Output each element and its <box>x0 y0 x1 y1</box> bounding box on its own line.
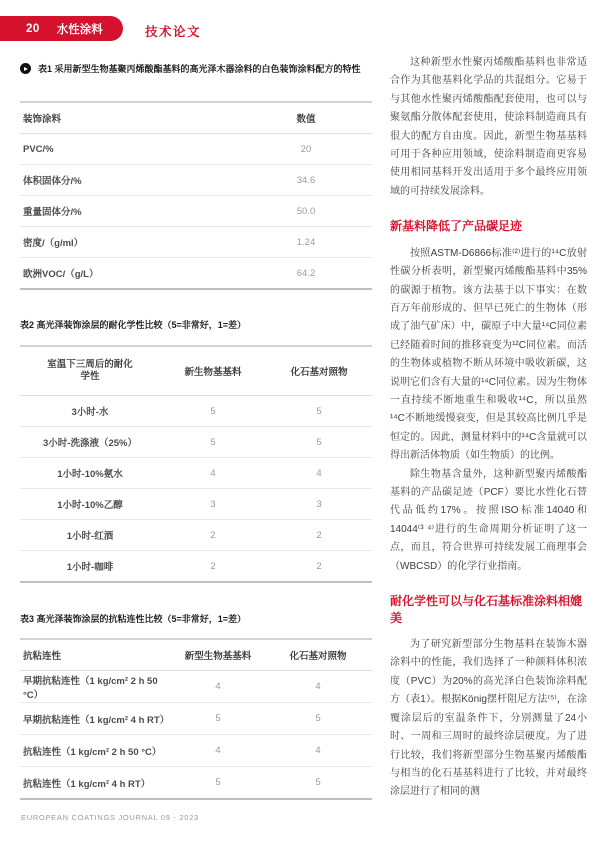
page-number: 20 <box>26 22 40 35</box>
cell-label: 1小时-红酒 <box>66 531 114 542</box>
cell-value: 2 <box>316 560 322 572</box>
section-badge-label: 水性涂料 <box>56 23 103 36</box>
cell-value: 3 <box>210 498 216 510</box>
cell-label: 早期抗粘连性（1 kg/cm² 2 h 50 °C） <box>23 675 158 701</box>
cell-label: 1小时-10%氨水 <box>57 469 123 480</box>
table-row <box>20 519 372 550</box>
cell-label: PVC/% <box>23 143 54 155</box>
column-header: 新型生物基基料 <box>184 651 252 662</box>
column-header: 化石基对照物 <box>290 367 348 378</box>
article-heading: 新基料降低了产品碳足迹 <box>390 219 523 234</box>
cell-value: 4 <box>215 745 221 756</box>
article-paragraph: 这种新型水性聚丙烯酸酯基料也非常适合作为其他基料化学品的共混组分。它易于与其他水性聚丙烯酸酯配套使用，也可以与聚氨酯分散体配套使用，使涂料制造商具有很大的配方自由度。因此，新型生物基基料可用于各种应用领域，使涂料制造商更容易使用相同基料开发出适用于多个最终应用领域的可持续发展涂料。 <box>390 57 587 197</box>
cell-value: 4 <box>215 681 221 692</box>
table-row <box>20 734 372 766</box>
cell-label: 欧洲VOC/（g/L） <box>23 269 99 280</box>
cell-value: 3 <box>316 498 322 510</box>
cell-value: 20 <box>300 143 312 155</box>
table-row <box>20 134 372 164</box>
cell-value: 50.0 <box>296 205 316 217</box>
table-row <box>20 766 372 798</box>
cell-label: 体积固体分/% <box>23 176 82 187</box>
cell-value: 1.24 <box>296 236 316 248</box>
cell-label: 1小时-咖啡 <box>66 562 114 573</box>
journal-footer: EUROPEAN COATINGS JOURNAL 09 - 2023 <box>21 813 199 822</box>
cell-value: 4 <box>315 745 321 756</box>
table1-caption <box>20 63 372 75</box>
column-header: 装饰涂料 <box>23 114 62 125</box>
column-header: 抗粘连性 <box>23 651 62 662</box>
table-row <box>20 164 372 195</box>
column-header: 数值 <box>296 114 316 125</box>
cell-value: 5 <box>215 713 221 724</box>
cell-value: 34.6 <box>296 174 316 186</box>
cell-value: 5 <box>315 713 321 724</box>
arrow-circle-icon <box>20 63 31 74</box>
cell-value: 4 <box>210 467 216 479</box>
cell-value: 2 <box>210 560 216 572</box>
article-paragraph: 除生物基含量外，这种新型聚丙烯酸酯基料的产品碳足迹（PCF）要比水性化石替代品低约17%。按照ISO标准14040和14044⁽³ ⁴⁾进行的生命周期分析证明了这一点，而且，符合世界可持续发展工商理事会（WBCSD）的化学行业指南。 <box>390 468 587 572</box>
table-row <box>20 488 372 519</box>
cell-value: 5 <box>215 777 221 788</box>
table3-header-row <box>20 638 372 671</box>
article-paragraph: 按照ASTM-D6866标准⁽²⁾进行的¹⁴C放射性碳分析表明，新型聚丙烯酸酯基料中35%的碳源于植物。该方法基于以下事实：在数百万年前形成的、但早已死亡的生物体（形成了油气矿床）中，碳原子中大量¹⁴C同位素已经随着时间的推移衰变为¹²C同位素。而活的生物体或植物不断从环境中吸收新碳，这说明它们含有大量的¹⁴C同位素。因为生物体一直持续不断地重生和吸收¹⁴C，所以虽然¹⁴C不断地缓慢衰变，但是其较高比例几乎是恒定的。因此，测量材料中的¹⁴C含量就可以得出新活体物质（如生物质）的比例。 <box>390 247 587 462</box>
cell-value: 5 <box>210 405 216 417</box>
cell-value: 5 <box>316 405 322 417</box>
article-heading: 耐化学性可以与化石基标准涂料相媲美 <box>390 594 583 625</box>
cell-value: 2 <box>210 529 216 541</box>
cell-label: 1小时-10%乙醇 <box>57 500 123 511</box>
tables-column <box>20 63 372 800</box>
cell-value: 4 <box>316 467 322 479</box>
table-row <box>20 457 372 488</box>
table-row <box>20 396 372 426</box>
table-row <box>20 550 372 581</box>
cell-value: 4 <box>315 681 321 692</box>
table1-header-row <box>20 101 372 134</box>
cell-label: 抗粘连性（1 kg/cm² 2 h 50 °C） <box>23 746 162 758</box>
table2-header-row <box>20 345 372 396</box>
table-row <box>20 257 372 288</box>
cell-label: 3小时-水 <box>71 407 109 418</box>
table2-title: 表2 高光泽装饰涂层的耐化学性比较（5=非常好，1=差） <box>20 320 247 330</box>
table3 <box>20 638 372 800</box>
column-header: 新生物基基料 <box>184 367 242 378</box>
table1-title: 表1 采用新型生物基聚丙烯酸酯基料的高光泽木器涂料的白色装饰涂料配方的特性 <box>38 64 361 74</box>
cell-value: 5 <box>316 436 322 448</box>
table-row <box>20 671 372 702</box>
cell-label: 抗粘连性（1 kg/cm² 4 h RT） <box>23 778 151 790</box>
table3-title: 表3 高光泽装饰涂层的抗粘连性比较（5=非常好，1=差） <box>20 614 247 624</box>
table-row <box>20 702 372 734</box>
column-header: 化石基对照物 <box>289 651 347 662</box>
page-header-badge <box>0 16 123 41</box>
cell-value: 64.2 <box>296 267 316 279</box>
cell-value: 2 <box>316 529 322 541</box>
cell-value: 5 <box>315 777 321 788</box>
column-header: 室温下三周后的耐化学性 <box>47 359 133 382</box>
cell-label: 重量固体分/% <box>23 207 82 218</box>
cell-label: 早期抗粘连性（1 kg/cm² 4 h RT） <box>23 714 170 726</box>
table2 <box>20 345 372 583</box>
table-row <box>20 426 372 457</box>
article-column <box>390 54 587 802</box>
table-row <box>20 195 372 226</box>
section-label: 技术论文 <box>145 25 202 39</box>
article-paragraph: 为了研究新型部分生物基料在装饰木器涂料中的性能，我们选择了一种颜料体积浓度（PVC）为20%的高光泽白色装饰涂料配方（表1）。根据König摆杆阻尼方法⁽⁵⁾，在涂覆涂层后的室温条件下，分别测量了24小时、一周和三周时的最终涂层硬度。为了进行比较，我们将新型部分生物基聚丙烯酸酯与相当的化石基基料进行了比较，并对最终涂层进行了相同的测 <box>390 639 587 798</box>
table-row <box>20 226 372 257</box>
cell-value: 5 <box>210 436 216 448</box>
table1 <box>20 101 372 290</box>
cell-label: 密度/（g/ml） <box>23 238 84 249</box>
cell-label: 3小时-洗涤液（25%） <box>43 438 137 449</box>
